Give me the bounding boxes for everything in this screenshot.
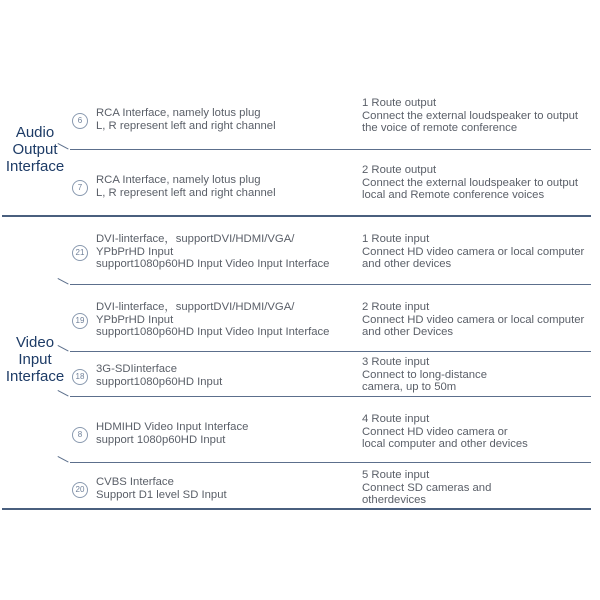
row-function: 5 Route input Connect SD cameras and otherdevices [362, 469, 492, 506]
row-function: 2 Route output Connect the external loudspeaker to output local and Remote conference voices [362, 164, 579, 201]
port-number-badge: 6 [72, 113, 88, 129]
port-number-badge: 18 [72, 369, 88, 385]
row-separator [70, 396, 591, 397]
separator-stub [58, 390, 69, 397]
separator-stub [58, 278, 69, 285]
row-description: DVI-linterface，supportDVI/HDMI/VGA/ YPbPrHD Input support1080p60HD Input Video Input Interface [96, 301, 330, 338]
row-description: RCA Interface, namely lotus plug L, R represent left and right channel [96, 107, 276, 132]
port-number-badge: 19 [72, 313, 88, 329]
row-function: 3 Route input Connect to long-distance camera, up to 50m [362, 356, 487, 393]
separator-stub [58, 456, 69, 463]
port-number-badge: 20 [72, 482, 88, 498]
port-number-badge: 7 [72, 180, 88, 196]
row-description: DVI-linterface，supportDVI/HDMI/VGA/ YPbPrHD Input support1080p60HD Input Video Input Interface [96, 233, 330, 270]
row-function: 2 Route input Connect HD video camera or local computer and other Devices [362, 301, 585, 338]
row-function: 1 Route output Connect the external loudspeaker to output the voice of remote conference [362, 97, 579, 134]
port-number-badge: 21 [72, 245, 88, 261]
row-separator [70, 462, 591, 463]
row-separator [70, 351, 591, 352]
group-title-video-input: Video Input Interface [5, 334, 65, 385]
row-separator [70, 284, 591, 285]
row-description: CVBS Interface Support D1 level SD Input [96, 476, 227, 501]
row-description: 3G-SDIinterface support1080p60HD Input [96, 363, 223, 388]
top-rule [2, 215, 591, 217]
row-function: 4 Route input Connect HD video camera or local computer and other devices [362, 413, 528, 450]
port-number-badge: 8 [72, 427, 88, 443]
row-description: RCA Interface, namely lotus plug L, R represent left and right channel [96, 174, 276, 199]
bottom-rule [2, 508, 591, 510]
row-function: 1 Route input Connect HD video camera or local computer and other devices [362, 233, 585, 270]
group-title-audio-output: Audio Output Interface [5, 124, 65, 175]
row-separator [70, 149, 591, 150]
row-description: HDMIHD Video Input Interface support 1080p60HD Input [96, 421, 249, 446]
